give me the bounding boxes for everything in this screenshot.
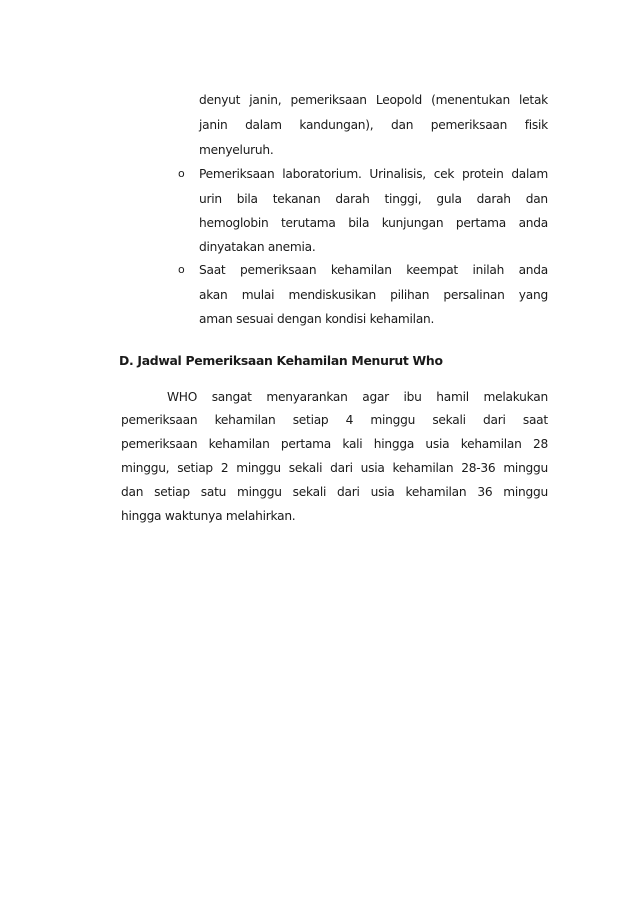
paragraph-line-1: WHO sangat menyarankan agar ibu hamil melakukan	[167, 390, 548, 404]
bullet-1-line-4: dinyatakan anemia.	[199, 240, 316, 254]
paragraph-line-5: dan setiap satu minggu sekali dari usia kehamilan 36 minggu	[121, 485, 548, 499]
bullet-marker: o	[178, 263, 185, 276]
paragraph-line-2: pemeriksaan kehamilan setiap 4 minggu sekali dari saat	[121, 413, 548, 427]
bullet-2-line-1: Saat pemeriksaan kehamilan keempat inilah anda	[199, 263, 548, 277]
bullet-2-line-3: aman sesuai dengan kondisi kehamilan.	[199, 312, 435, 326]
bullet-1-line-3: hemoglobin terutama bila kunjungan pertama anda	[199, 216, 548, 230]
list-continuation-line-1: denyut janin, pemeriksaan Leopold (menentukan letak	[199, 93, 548, 107]
list-continuation-line-2: janin dalam kandungan), dan pemeriksaan fisik	[199, 118, 548, 132]
paragraph-line-3: pemeriksaan kehamilan pertama kali hingga usia kehamilan 28	[121, 437, 548, 451]
bullet-marker: o	[178, 167, 185, 180]
bullet-1-line-2: urin bila tekanan darah tinggi, gula darah dan	[199, 192, 548, 206]
section-heading: D. Jadwal Pemeriksaan Kehamilan Menurut Who	[119, 353, 443, 368]
paragraph-line-4: minggu, setiap 2 minggu sekali dari usia kehamilan 28-36 minggu	[121, 461, 548, 475]
bullet-1-line-1: Pemeriksaan laboratorium. Urinalisis, cek protein dalam	[199, 167, 548, 181]
list-continuation-line-3: menyeluruh.	[199, 143, 274, 157]
bullet-2-line-2: akan mulai mendiskusikan pilihan persalinan yang	[199, 288, 548, 302]
paragraph-line-6: hingga waktunya melahirkan.	[121, 509, 296, 523]
